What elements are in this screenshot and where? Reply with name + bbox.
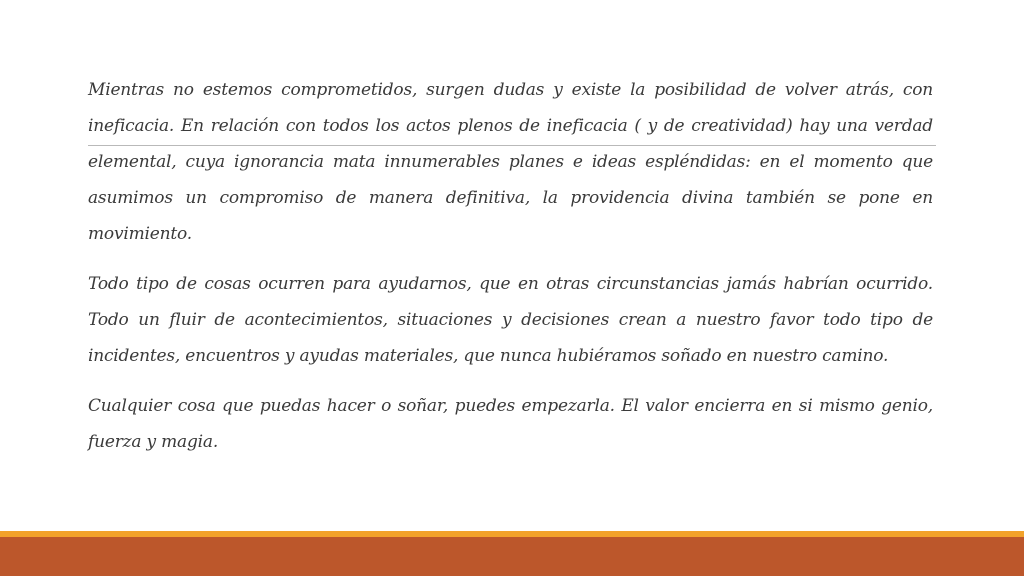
footer-bar: [0, 537, 1024, 576]
slide-body-text: [88, 72, 933, 474]
paragraph-1: Mientras no estemos comprometidos, surgen dudas y existe la posibilidad de volver atrás, con ineficacia. En relación con todos los actos plenos de ineficacia ( y de creatividad) hay una verdad elemental, cuya ignorancia mata innumerables planes e ideas espléndidas: en el momento que asumimos un compromiso de manera definitiva, la providencia divina también se pone en movimiento.: [88, 80, 933, 244]
paragraph-3: Cualquier cosa que puedas hacer o soñar, puedes empezarla. El valor encierra en si mismo genio, fuerza y magia.: [88, 396, 933, 452]
paragraph-2: Todo tipo de cosas ocurren para ayudarnos, que en otras circunstancias jamás habrían ocurrido. Todo un fluir de acontecimientos, situaciones y decisiones crean a nuestro favor todo tipo de incidentes, encuentros y ayudas materiales, que nunca hubiéramos soñado en nuestro camino.: [88, 274, 933, 366]
